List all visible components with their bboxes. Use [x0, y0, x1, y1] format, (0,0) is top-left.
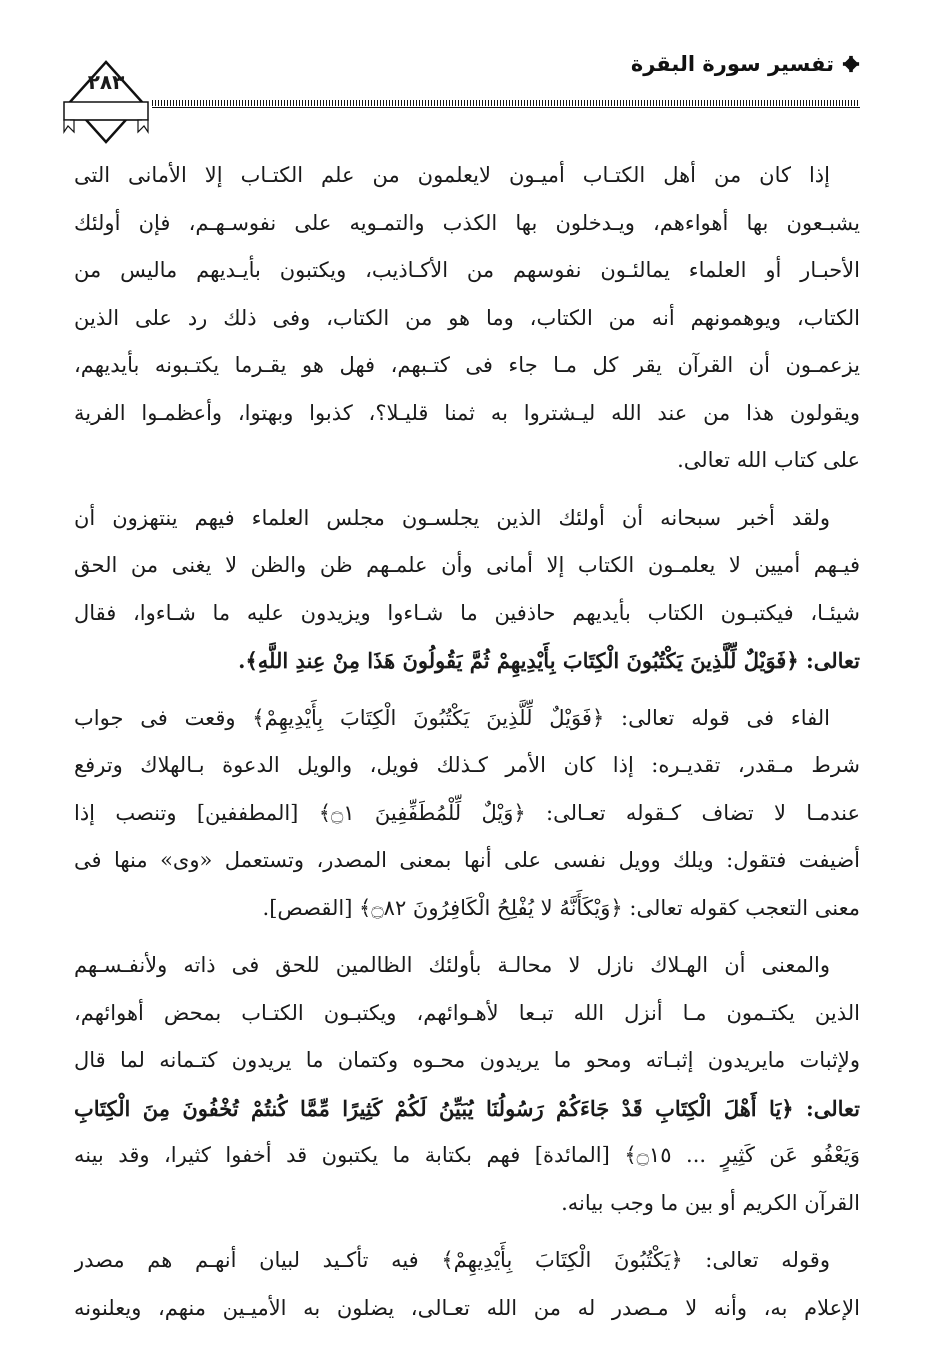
paragraph-5: [74, 1237, 860, 1332]
header-rule-line: [152, 107, 860, 108]
text-line: يزعمـون أن القرآن يقر كل مـا جاء فى كتـبهم، فهل هو يقـرما يكتـبونه بأيديهم،: [74, 353, 860, 377]
text-line: ولقد أخبر سبحانه أن أولئك الذين يجلسـون مجلس العلماء فيهم ينتهزون أن: [74, 505, 830, 530]
text-line: الإعلام به، وأنه لا مـصدر له من الله تعـالى، يضلون به الأميـين منهم، ويعلنونه: [74, 1295, 860, 1320]
text-line-quran: تعالى: ﴿يَا أَهْلَ الْكِتَابِ قَدْ جَاءَكُمْ رَسُولُنَا يُبَيِّنُ لَكُمْ كَثِيرًا مِّمَّا كُنتُمْ تُخْفُونَ مِنَ الْكِتَابِ: [74, 1095, 860, 1121]
header-title: تفسير سورة البقرة: [630, 52, 834, 76]
text-line: عندمـا لا تضاف كـقوله تعـالى: ﴿وَيْلٌ لِّلْمُطَفِّفِينَ ۝١﴾ [المطففين] وتنصب إذا: [74, 800, 860, 825]
paragraph-2: [74, 495, 860, 685]
page-header: [60, 40, 860, 150]
text-line: على كتاب الله تعالى.: [677, 448, 860, 472]
text-line: شرط مـقدر، تقديـره: إذا كان الأمر كـذلك فويل، والويل الدعوة بـالهلاك وترفع: [74, 753, 860, 777]
text-line: والمعنى أن الهـلاك نازل لا محالـة بأولئك الظالمين للحق فى ذاته ولأنفـسـهم: [74, 953, 830, 977]
paragraph-4: [74, 942, 860, 1227]
page-number: ٢٨٣: [87, 70, 125, 94]
body-text: [74, 152, 860, 1342]
text-line-quran: تعالى: ﴿فَوَيْلٌ لِّلَّذِينَ يَكْتُبُونَ الْكِتَابَ بِأَيْدِيهِمْ ثُمَّ يَقُولُونَ هَذَا مِنْ عِندِ اللَّهِ﴾.: [238, 648, 860, 673]
text-line: إذا كان من أهل الكتـاب أميـون لايعلمون من علم الكتـاب إلا الأمانى التى: [74, 163, 830, 187]
text-line: أضيفت فتقول: ويلك وويل نفسى على أنها بمعنى المصدر، وتستعمل «وى» منها فى: [74, 848, 860, 872]
text-line: ولإثبات مايريدون إثبـاته ومحو ما يريدون محـوه وكتمان ما يريدون كتـمانه لما قال: [74, 1048, 860, 1072]
text-line: يشبـعون بها أهواءهم، ويـدخلون بها الكذب والتمـويه على نفوسـهـم، فإن أولئك: [74, 210, 860, 235]
text-line: الأحبـار أو العلماء يمالئـون نفوسهم من الأكـاذيب، ويكتبون بأيـديهم ماليس من: [74, 258, 860, 282]
text-line: وقوله تعالى: ﴿يَكْتُبُونَ الْكِتَابَ بِأَيْدِيهِمْ﴾ فيه تأكـيد لبيان أنهـم هم مصدر: [74, 1248, 830, 1272]
text-line: القرآن الكريم أو بين ما وجب بيانه.: [561, 1190, 860, 1215]
text-line: فيـهم أميين لا يعلمـون الكتاب إلا أمانى وأن علمـهم ظن والظن لا يغنى من الحق: [74, 553, 860, 577]
text-line: الذين يكتـمون مـا أنزل الله تبـعا لأهـوائهم، ويكتبـون الكتـاب بمحض أهوائهم،: [74, 1000, 860, 1025]
header-title-group: [631, 52, 860, 76]
text-line: وَيَعْفُو عَن كَثِيرٍ ... ۝١٥﴾ [المائدة] فهم بكتابة ما يكتبون قد أخفوا كثيرا، وقد بينه: [74, 1143, 860, 1167]
ornament-icon: [842, 55, 860, 73]
text-line: معنى التعجب كقوله تعالى: ﴿وَيْكَأَنَّهُ لا يُفْلِحُ الْكَافِرُونَ ۝٨٢﴾ [القصص].: [262, 895, 860, 920]
paragraph-3: [74, 695, 860, 933]
text-line: ويقولون هذا من عند الله ليـشتروا به ثمنا قليـلا؟، كذبوا وبهتوا، وأعظمـوا الفرية: [74, 400, 860, 425]
text-line: الكتاب، ويوهمونهم أنه من الكتاب، وما هو من الكتاب، وفى ذلك رد على الذين: [74, 305, 860, 330]
paragraph-1: [74, 152, 860, 485]
text-line: شيئـا، فيكتبـون الكتاب بأيديهم حاذفين ما شـاءوا ويزيدون عليه ما شـاءوا، فقال: [74, 600, 860, 625]
header-rule: [152, 100, 860, 106]
text-line: الفاء فى قوله تعالى: ﴿فَوَيْلٌ لِّلَّذِينَ يَكْتُبُونَ الْكِتَابَ بِأَيْدِيهِمْ﴾ وقعت فى جواب: [74, 705, 830, 730]
